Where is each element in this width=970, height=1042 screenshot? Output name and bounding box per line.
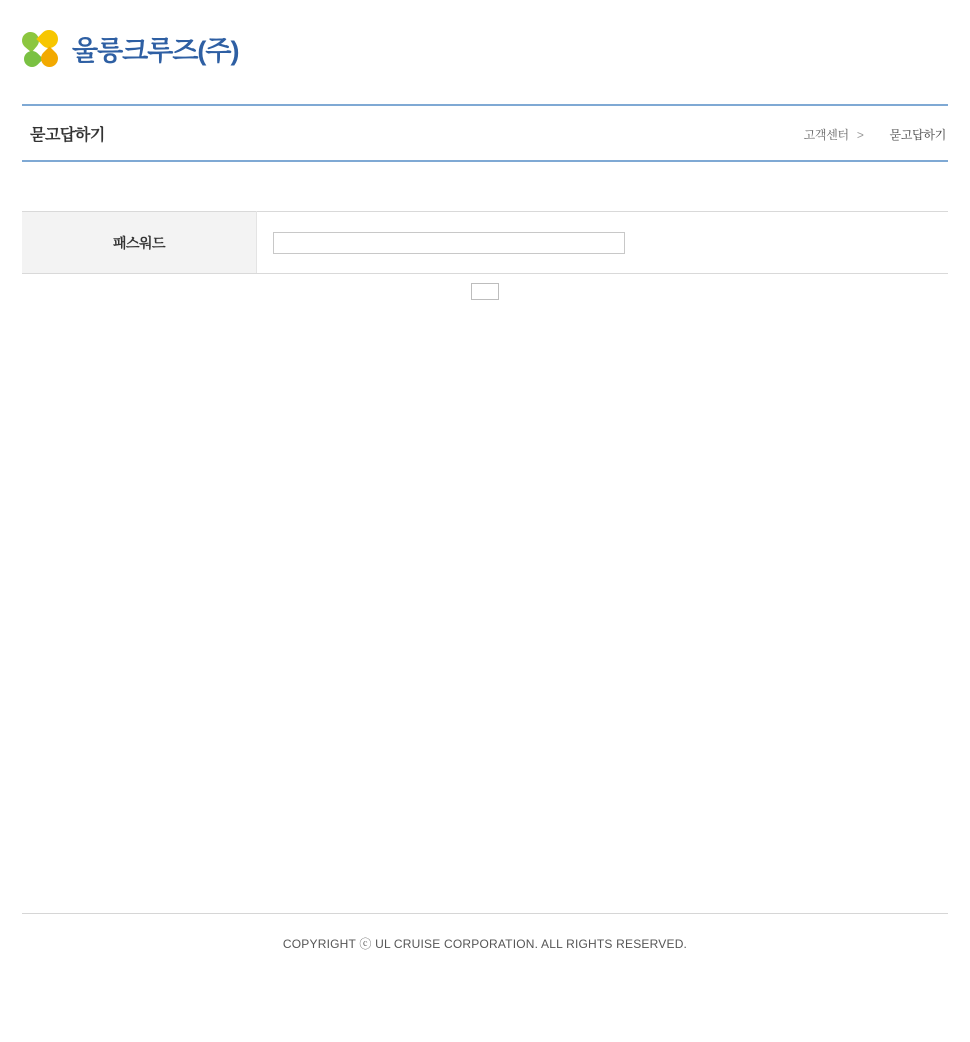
breadcrumb bbox=[804, 126, 946, 143]
password-form-table bbox=[22, 211, 948, 274]
copyright-text: COPYRIGHT ⓒ UL CRUISE CORPORATION. ALL RIGHTS RESERVED. bbox=[282, 937, 688, 951]
logo-text-main: 울릉크루즈 bbox=[72, 35, 198, 66]
confirm-button[interactable] bbox=[471, 283, 499, 300]
site-logo[interactable] bbox=[22, 30, 239, 72]
page-title-bar bbox=[22, 104, 948, 162]
site-header bbox=[0, 0, 970, 104]
table-row bbox=[22, 212, 948, 274]
main-content bbox=[22, 211, 948, 302]
flower-logo-icon bbox=[22, 30, 64, 72]
breadcrumb-current: 묻고답하기 bbox=[889, 128, 946, 142]
password-input[interactable] bbox=[273, 232, 625, 254]
form-actions bbox=[22, 274, 948, 302]
breadcrumb-parent[interactable]: 고객센터 bbox=[803, 128, 849, 142]
page-title: 묻고답하기 bbox=[30, 127, 105, 144]
breadcrumb-separator-icon: > bbox=[856, 127, 864, 142]
logo-text bbox=[72, 35, 239, 66]
password-field-cell bbox=[257, 212, 949, 274]
site-footer bbox=[0, 913, 970, 993]
password-label: 패스워드 bbox=[22, 212, 257, 274]
logo-text-sub: (주) bbox=[197, 35, 239, 66]
